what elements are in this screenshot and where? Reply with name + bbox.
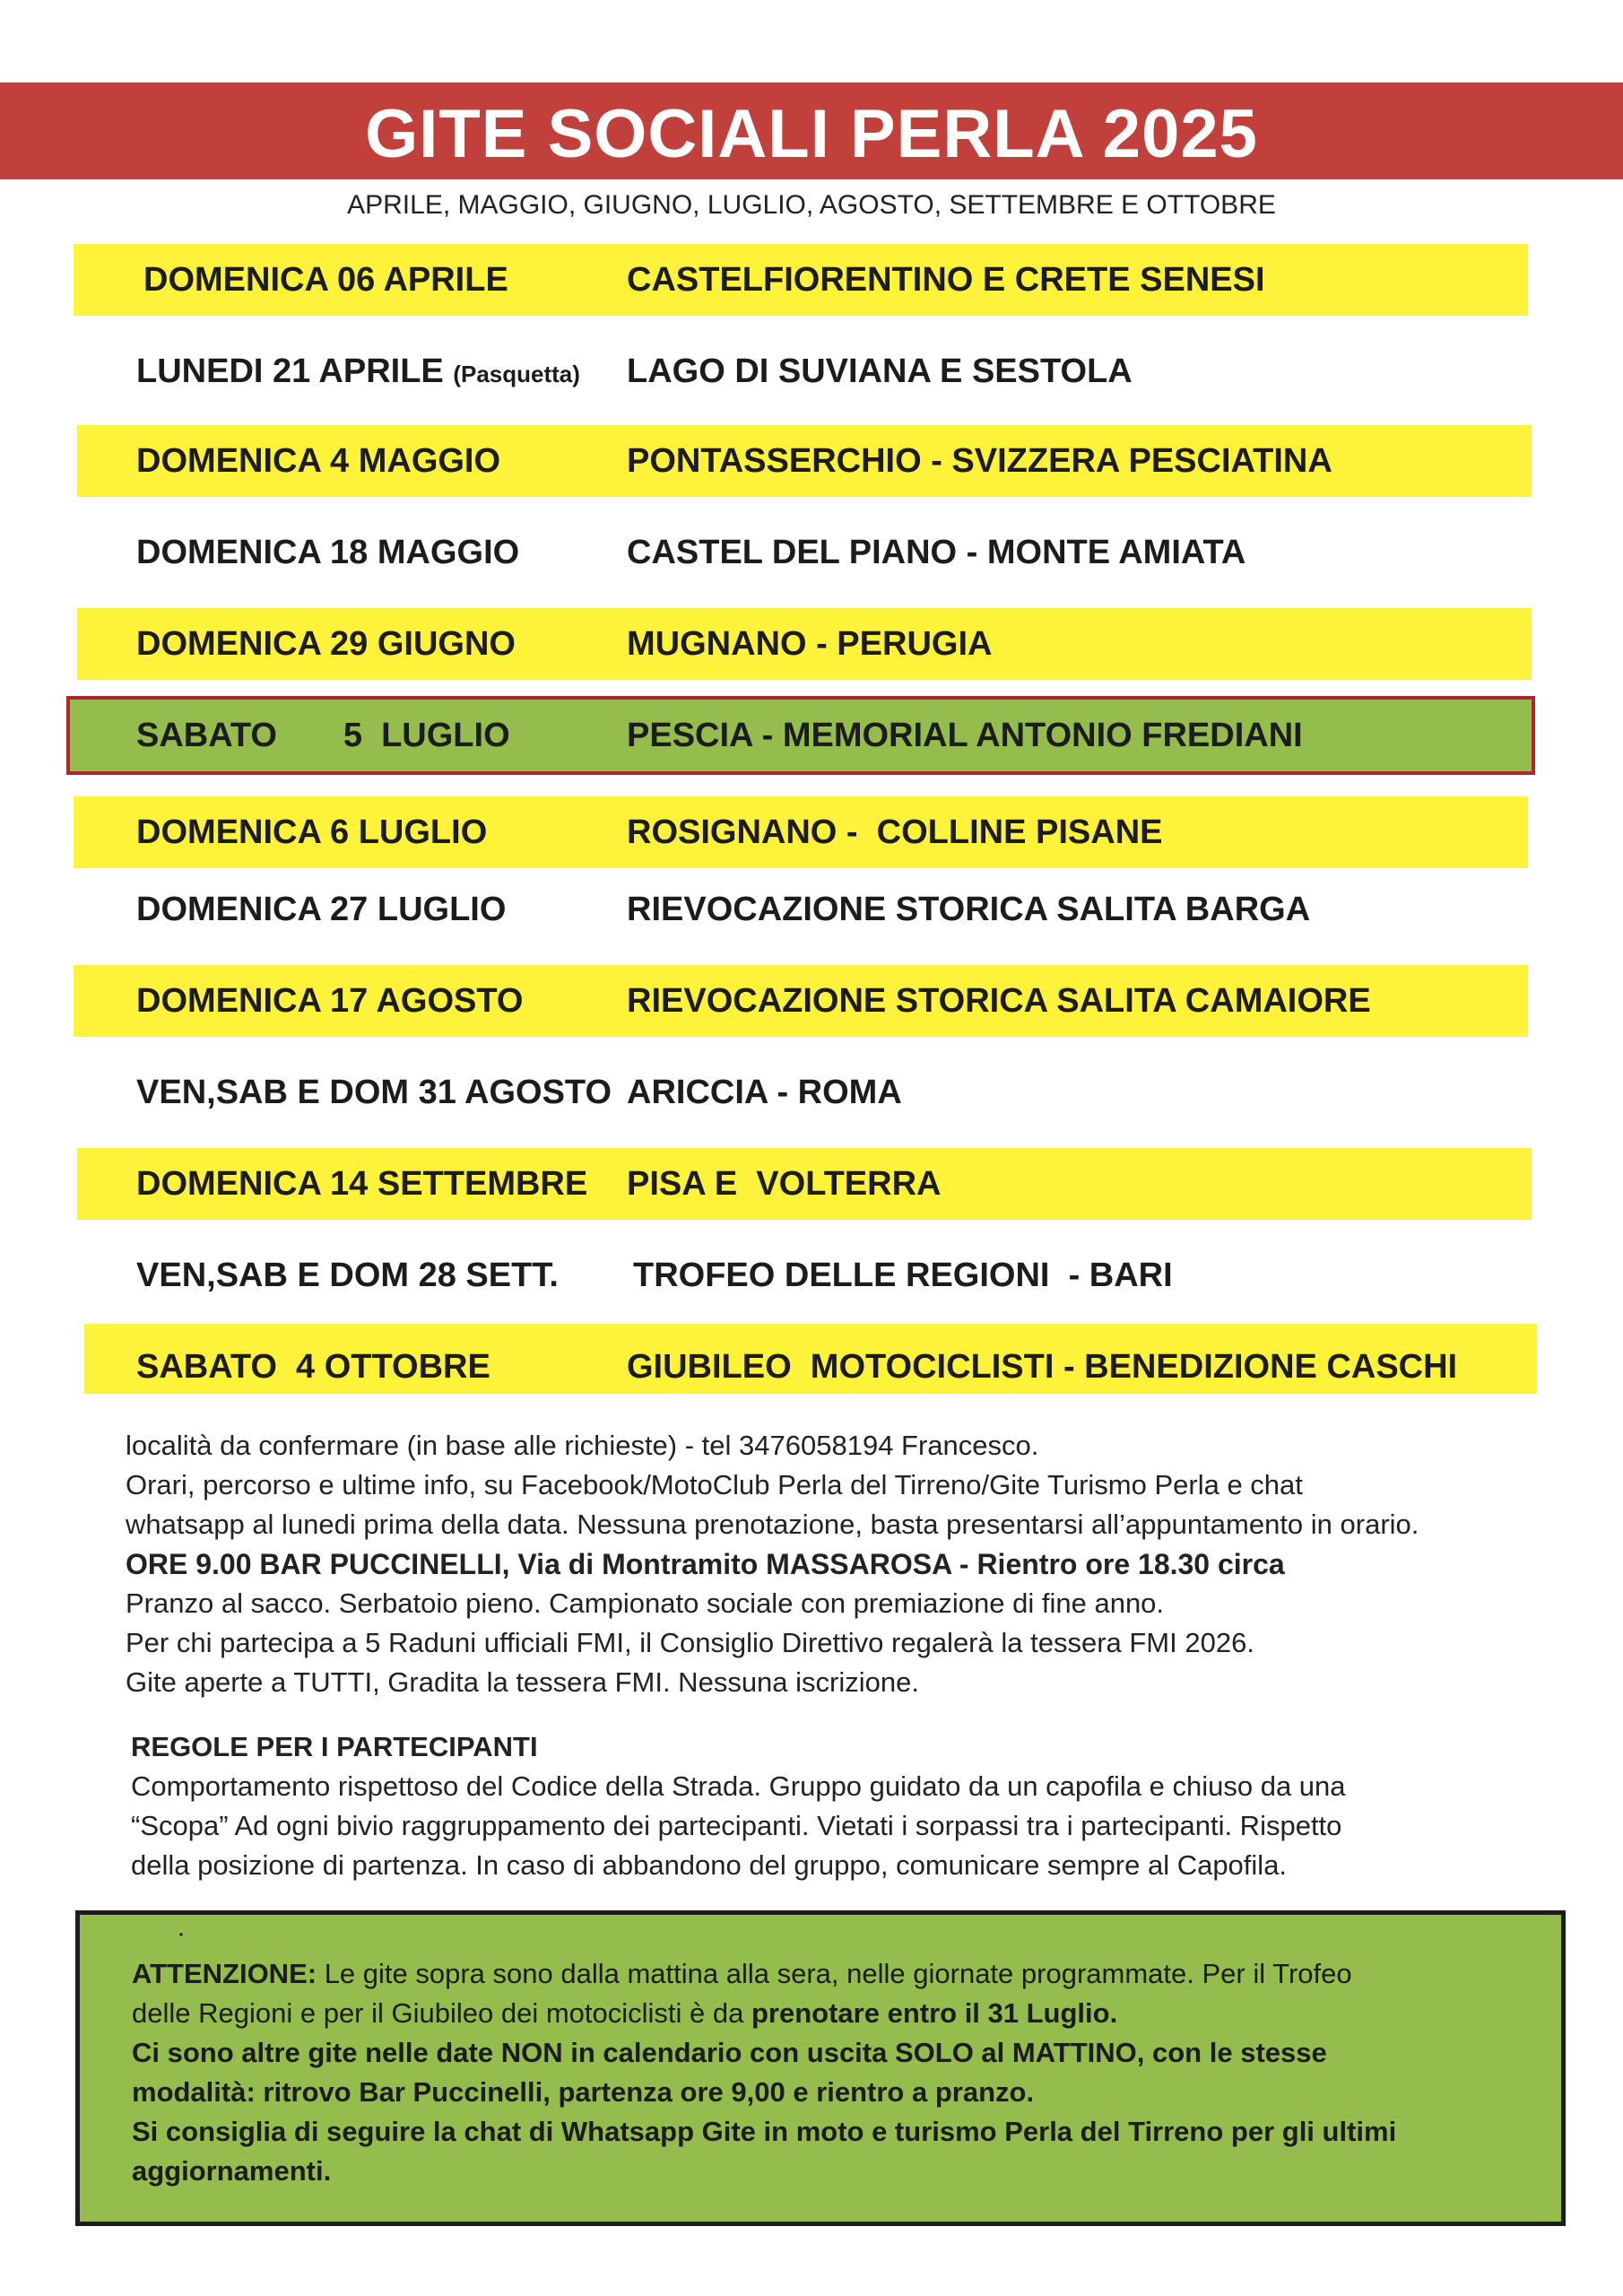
schedule-date: DOMENICA 4 MAGGIO: [136, 442, 501, 480]
info-section: [126, 1426, 1560, 1702]
rules-line: Comportamento rispettoso del Codice della Strada. Gruppo guidato da un capofila e chiuso da una: [131, 1770, 1346, 1802]
schedule-note: (Pasquetta): [453, 361, 580, 387]
notice-line: modalità: ritrovo Bar Puccinelli, partenza ore 9,00 e rientro a pranzo.: [132, 2076, 1035, 2108]
schedule-row: [74, 796, 1528, 868]
schedule-destination: ROSIGNANO - COLLINE PISANE: [627, 813, 1163, 851]
schedule-date: DOMENICA 29 GIUGNO: [136, 625, 516, 663]
schedule-date: DOMENICA 14 SETTEMBRE: [136, 1165, 588, 1203]
schedule-row: [74, 517, 1528, 588]
schedule-date-text: LUNEDI 21 APRILE: [136, 352, 444, 390]
schedule-date: DOMENICA 17 AGOSTO: [136, 982, 524, 1020]
meeting-point: ORE 9.00 BAR PUCCINELLI, Via di Montramito MASSAROSA - Rientro ore 18.30 circa: [126, 1548, 1285, 1580]
notice-text: delle Regioni e per il Giubileo dei motociclisti è da: [132, 1997, 751, 2029]
rules-section: [131, 1727, 1566, 1885]
schedule-row: [84, 1324, 1537, 1394]
info-line: Per chi partecipa a 5 Raduni ufficiali FMI, il Consiglio Direttivo regalerà la tessera FMI 2026.: [126, 1627, 1254, 1658]
schedule-date: DOMENICA 06 APRILE: [143, 261, 508, 299]
rules-line: “Scopa” Ad ogni bivio raggruppamento dei partecipanti. Vietati i sorpassi tra i partecipanti. Rispetto: [131, 1810, 1342, 1841]
schedule-destination: RIEVOCAZIONE STORICA SALITA BARGA: [627, 891, 1311, 928]
notice-line: [132, 1954, 1549, 1994]
info-line: whatsapp al lunedi prima della data. Nessuna prenotazione, basta presentarsi all’appuntamento in orario.: [126, 1509, 1419, 1540]
schedule-destination: ARICCIA - ROMA: [627, 1074, 902, 1111]
schedule-row: [77, 1148, 1532, 1220]
notice-box: [75, 1910, 1566, 2226]
schedule-row: [74, 874, 1528, 945]
notice-body: [132, 1954, 1549, 2191]
schedule-date: VEN,SAB E DOM 28 SETT.: [136, 1257, 559, 1294]
schedule-destination: PISA E VOLTERRA: [627, 1165, 942, 1203]
schedule-destination: GIUBILEO MOTOCICLISTI - BENEDIZIONE CASCHI: [627, 1348, 1458, 1386]
schedule-destination: MUGNANO - PERUGIA: [627, 625, 993, 663]
notice-line: Ci sono altre gite nelle date NON in calendario con uscita SOLO al MATTINO, con le stesse: [132, 2037, 1327, 2068]
schedule-row: [77, 425, 1532, 497]
page-title: GITE SOCIALI PERLA 2025: [365, 96, 1258, 172]
notice-line: aggiornamenti.: [132, 2155, 332, 2187]
rules-line: della posizione di partenza. In caso di abbandono del gruppo, comunicare sempre al Capofila.: [131, 1849, 1288, 1881]
schedule-date: SABATO 5 LUGLIO: [136, 717, 510, 754]
notice-label: ATTENZIONE:: [132, 1958, 317, 1989]
info-line: Orari, percorso e ultime info, su Facebook/MotoClub Perla del Tirreno/Gite Turismo Perla e chat: [126, 1469, 1303, 1500]
schedule-date: SABATO 4 OTTOBRE: [136, 1348, 490, 1386]
schedule-destination: PONTASSERCHIO - SVIZZERA PESCIATINA: [627, 442, 1332, 480]
schedule-date: DOMENICA 27 LUGLIO: [136, 891, 507, 928]
notice-dot: ·: [177, 1918, 186, 1948]
notice-line: [132, 1994, 1549, 2033]
schedule-date: DOMENICA 18 MAGGIO: [136, 534, 520, 571]
schedule-row-highlighted: [66, 696, 1535, 775]
info-line: Pranzo al sacco. Serbatoio pieno. Campionato sociale con premiazione di fine anno.: [126, 1587, 1165, 1619]
schedule-row: [77, 608, 1532, 680]
schedule-date: DOMENICA 6 LUGLIO: [136, 813, 488, 851]
schedule-destination: PESCIA - MEMORIAL ANTONIO FREDIANI: [627, 717, 1303, 754]
schedule-destination: TROFEO DELLE REGIONI - BARI: [633, 1257, 1173, 1294]
info-line: Gite aperte a TUTTI, Gradita la tessera FMI. Nessuna iscrizione.: [126, 1666, 919, 1698]
schedule-row: [74, 244, 1528, 316]
notice-line: Si consiglia di seguire la chat di Whatsapp Gite in moto e turismo Perla del Tirreno per gli ultimi: [132, 2116, 1397, 2147]
schedule-destination: RIEVOCAZIONE STORICA SALITA CAMAIORE: [627, 982, 1371, 1020]
schedule-row: [74, 335, 1528, 407]
notice-text: Le gite sopra sono dalla mattina alla sera, nelle giornate programmate. Per il Trofeo: [317, 1958, 1352, 1989]
notice-deadline: prenotare entro il 31 Luglio.: [751, 1997, 1118, 2029]
schedule-row: [74, 1057, 1528, 1128]
info-line: località da confermare (in base alle richieste) - tel 3476058194 Francesco.: [126, 1430, 1039, 1461]
schedule-row: [74, 965, 1528, 1037]
schedule-date: VEN,SAB E DOM 31 AGOSTO: [136, 1074, 612, 1111]
page-subtitle: APRILE, MAGGIO, GIUGNO, LUGLIO, AGOSTO, SETTEMBRE E OTTOBRE: [347, 190, 1276, 220]
schedule-date: [136, 335, 580, 407]
rules-heading: REGOLE PER I PARTECIPANTI: [131, 1731, 538, 1762]
schedule-destination: CASTEL DEL PIANO - MONTE AMIATA: [627, 534, 1246, 571]
schedule-destination: LAGO DI SUVIANA E SESTOLA: [627, 352, 1133, 390]
schedule-destination: CASTELFIORENTINO E CRETE SENESI: [627, 261, 1265, 299]
schedule-row: [74, 1239, 1528, 1311]
